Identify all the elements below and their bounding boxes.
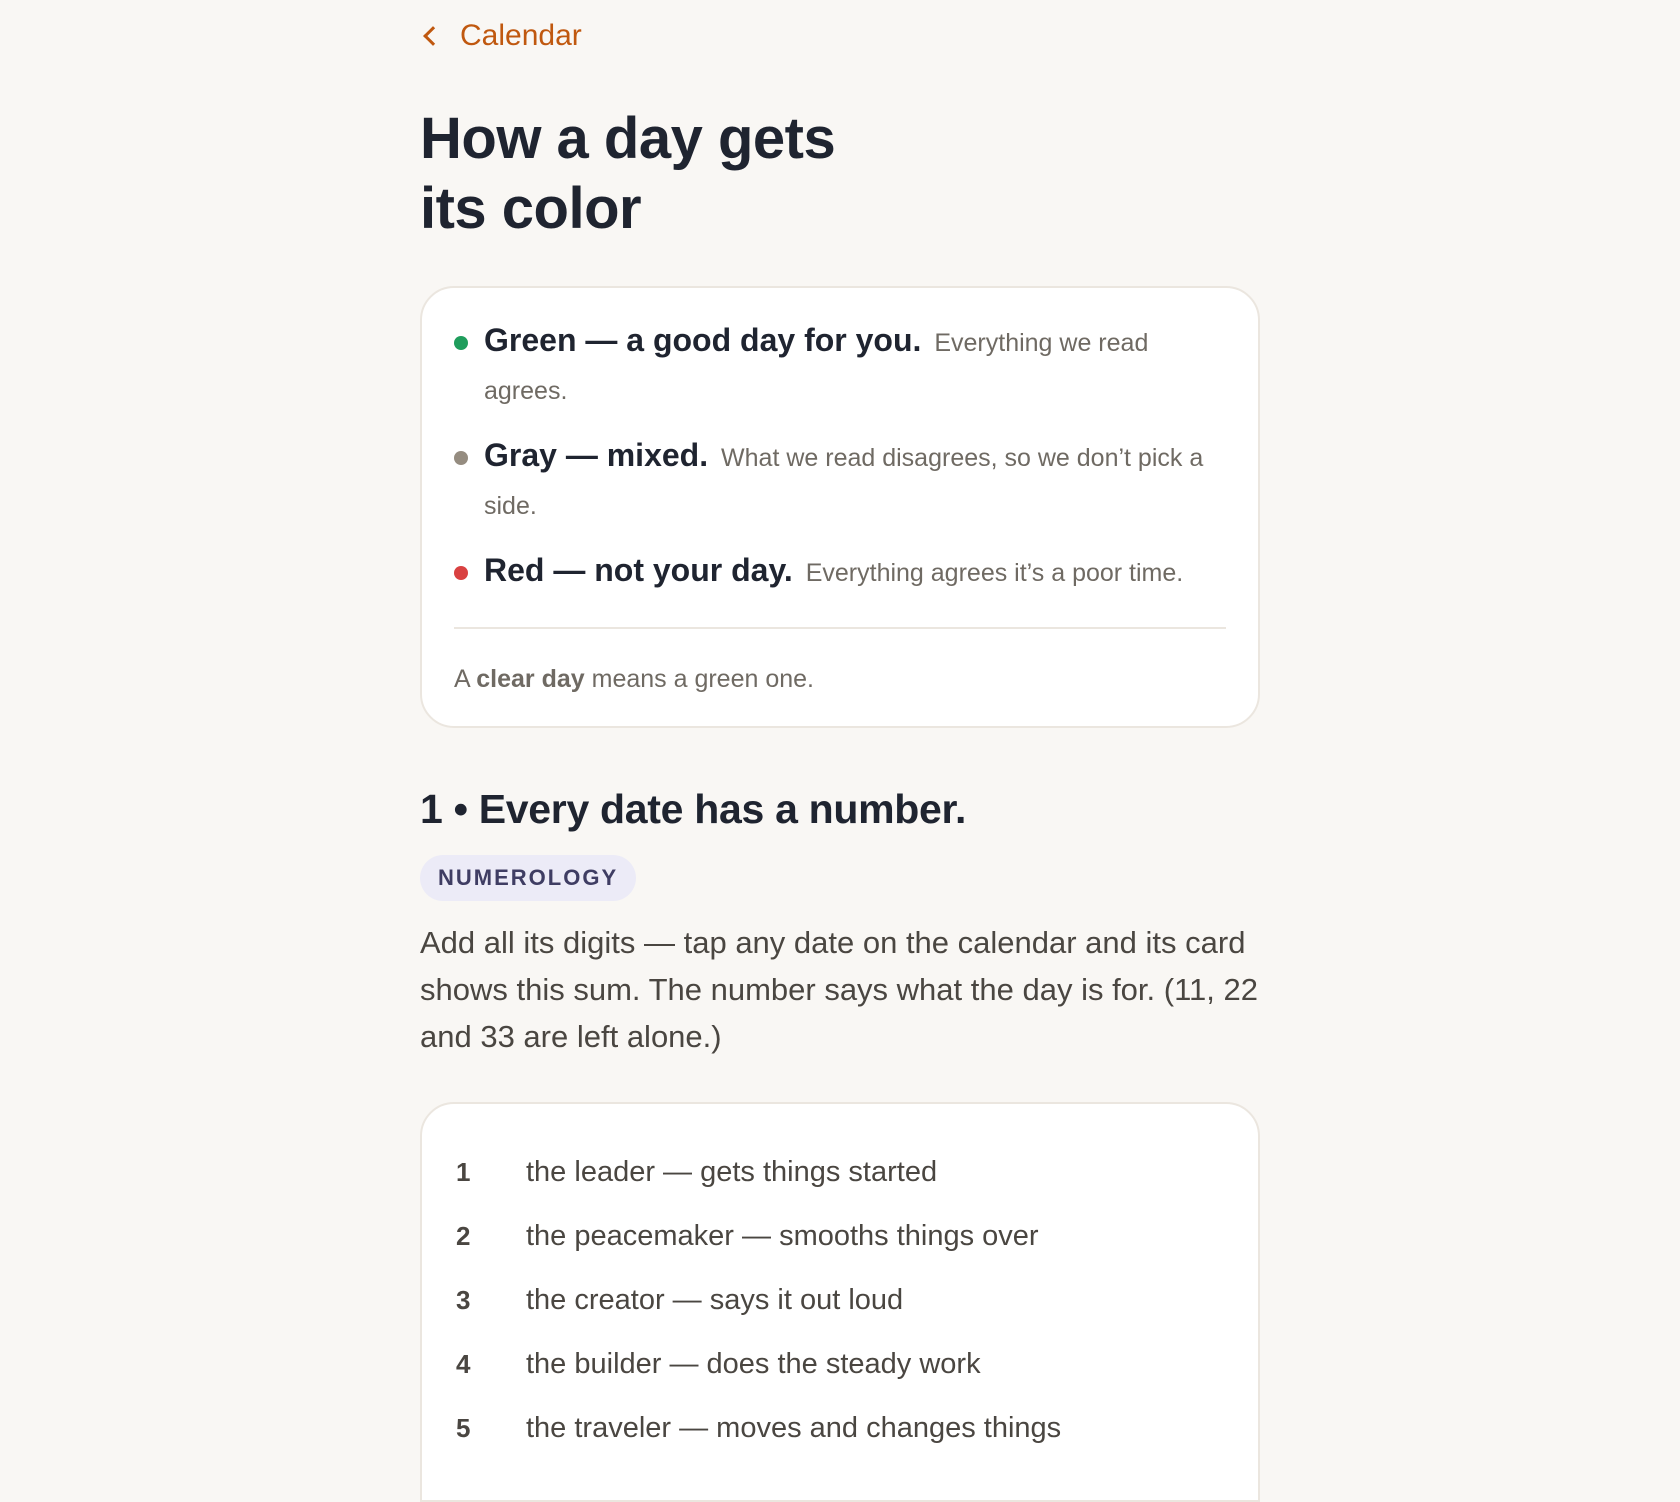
number-value: 1 bbox=[456, 1156, 471, 1187]
number-value: 5 bbox=[456, 1412, 471, 1443]
legend-item-red bbox=[454, 546, 1226, 597]
number-row bbox=[454, 1204, 1226, 1268]
back-link-label: Calendar bbox=[460, 19, 582, 52]
number-value: 3 bbox=[456, 1284, 471, 1315]
page-title-line-2: its color bbox=[420, 176, 642, 241]
legend-green-text: Everything we read agrees. bbox=[484, 329, 1149, 405]
clear-note-prefix: A bbox=[454, 665, 477, 693]
number-row bbox=[454, 1332, 1226, 1396]
numerology-tag: NUMEROLOGY bbox=[420, 855, 636, 901]
number-meanings-card bbox=[420, 1102, 1260, 1502]
page-title bbox=[420, 104, 1260, 244]
legend-red-title: Red — not your day. bbox=[484, 552, 793, 588]
legend-red-text: Everything agrees it’s a poor time. bbox=[805, 559, 1184, 587]
number-row bbox=[454, 1140, 1226, 1204]
number-row bbox=[454, 1268, 1226, 1332]
color-legend-card bbox=[420, 286, 1260, 728]
number-meaning: the traveler — moves and changes things bbox=[526, 1411, 1062, 1444]
numerology-description: Add all its digits — tap any date on the calendar and its card shows this sum. The number says what the day is for. (11, 22 and 33 are left alone.) bbox=[420, 925, 1258, 1054]
legend-divider bbox=[454, 627, 1226, 629]
red-dot-icon bbox=[454, 566, 468, 580]
clear-note-suffix: means a green one. bbox=[584, 665, 814, 693]
clear-day-note bbox=[454, 665, 1226, 694]
clear-day-term: clear day bbox=[476, 665, 585, 693]
section-heading-numerology: 1 • Every date has a number. bbox=[420, 786, 967, 832]
main-column bbox=[420, 0, 1260, 1502]
legend-green-title: Green — a good day for you. bbox=[484, 322, 922, 358]
number-meaning: the peacemaker — smooths things over bbox=[526, 1219, 1039, 1252]
number-row bbox=[454, 1396, 1226, 1460]
number-meaning: the creator — says it out loud bbox=[526, 1283, 904, 1316]
legend-gray-text: What we read disagrees, so we don’t pick a side. bbox=[484, 444, 1204, 520]
gray-dot-icon bbox=[454, 451, 468, 465]
legend-item-gray bbox=[454, 431, 1226, 530]
back-to-calendar-link[interactable] bbox=[420, 18, 582, 54]
number-value: 4 bbox=[456, 1348, 471, 1379]
green-dot-icon bbox=[454, 336, 468, 350]
legend-item-green bbox=[454, 316, 1226, 415]
number-meaning: the leader — gets things started bbox=[526, 1155, 938, 1188]
page-title-line-1: How a day gets bbox=[420, 106, 836, 171]
number-value: 2 bbox=[456, 1220, 471, 1251]
legend-gray-title: Gray — mixed. bbox=[484, 437, 709, 473]
number-meaning: the builder — does the steady work bbox=[526, 1347, 981, 1380]
chevron-left-icon bbox=[423, 26, 443, 46]
